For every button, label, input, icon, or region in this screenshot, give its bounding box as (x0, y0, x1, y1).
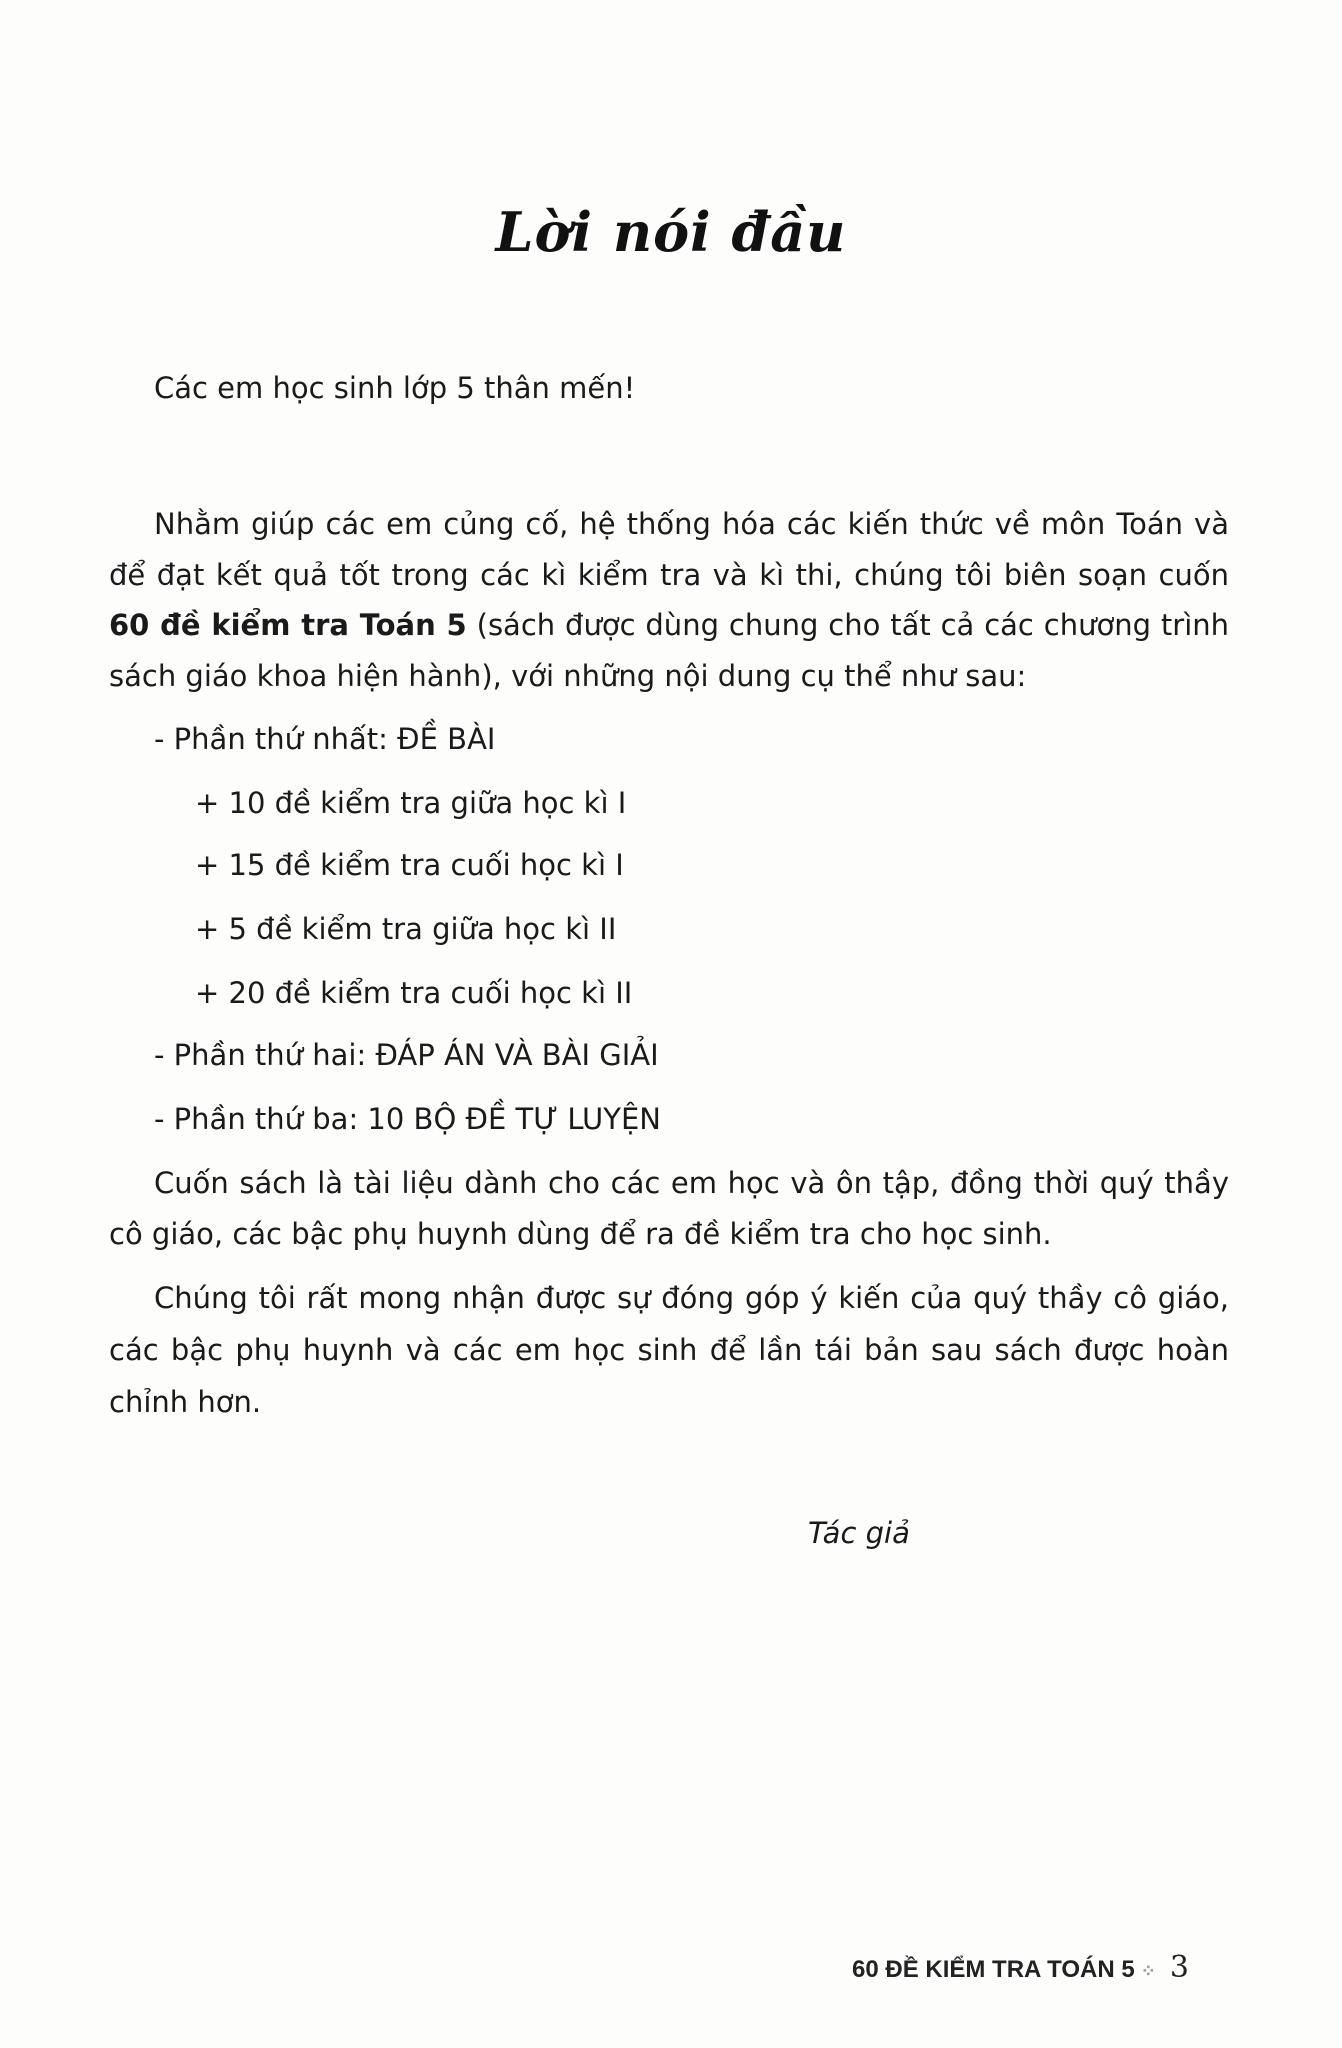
closing-line: chỉnh hơn. (109, 1385, 262, 1419)
part-item: - Phần thứ ba: 10 BỘ ĐỀ TỰ LUYỆN (154, 1102, 661, 1136)
author-signature: Tác giả (808, 1516, 910, 1550)
part-subitem: + 20 đề kiểm tra cuối học kì II (195, 976, 633, 1010)
intro-text: (sách được dùng chung cho tất cả các chương trình (466, 608, 1230, 642)
intro-line: sách giáo khoa hiện hành), với những nội dung cụ thể như sau: (109, 659, 1027, 693)
intro-line: Nhằm giúp các em củng cố, hệ thống hóa các kiến thức về môn Toán và (154, 507, 1229, 541)
greeting: Các em học sinh lớp 5 thân mến! (154, 371, 636, 405)
page-title: Lời nói đầu (495, 200, 847, 264)
intro-line: để đạt kết quả tốt trong các kì kiểm tra và kì thi, chúng tôi biên soạn cuốn (109, 558, 1229, 592)
part-item: - Phần thứ hai: ĐÁP ÁN VÀ BÀI GIẢI (154, 1038, 659, 1072)
closing-line: các bậc phụ huynh và các em học sinh để lần tái bản sau sách được hoàn (109, 1333, 1229, 1367)
part-subitem: + 10 đề kiểm tra giữa học kì I (195, 786, 627, 820)
page-number: 3 (1169, 1950, 1189, 1985)
ornament-icon: ⁘ (1140, 1961, 1156, 1981)
part-subitem: + 5 đề kiểm tra giữa học kì II (195, 912, 617, 946)
purpose-line: Cuốn sách là tài liệu dành cho các em học và ôn tập, đồng thời quý thầy (154, 1166, 1229, 1200)
intro-line (109, 607, 1229, 643)
page-footer (852, 1950, 1189, 1985)
book-title: 60 đề kiểm tra Toán 5 (109, 608, 467, 642)
purpose-line: cô giáo, các bậc phụ huynh dùng để ra đề kiểm tra cho học sinh. (109, 1217, 1052, 1251)
part-item: - Phần thứ nhất: ĐỀ BÀI (154, 722, 496, 756)
footer-book-title: 60 ĐỀ KIỂM TRA TOÁN 5 (852, 1956, 1135, 1983)
part-subitem: + 15 đề kiểm tra cuối học kì I (195, 848, 624, 882)
closing-line: Chúng tôi rất mong nhận được sự đóng góp ý kiến của quý thầy cô giáo, (154, 1281, 1229, 1315)
